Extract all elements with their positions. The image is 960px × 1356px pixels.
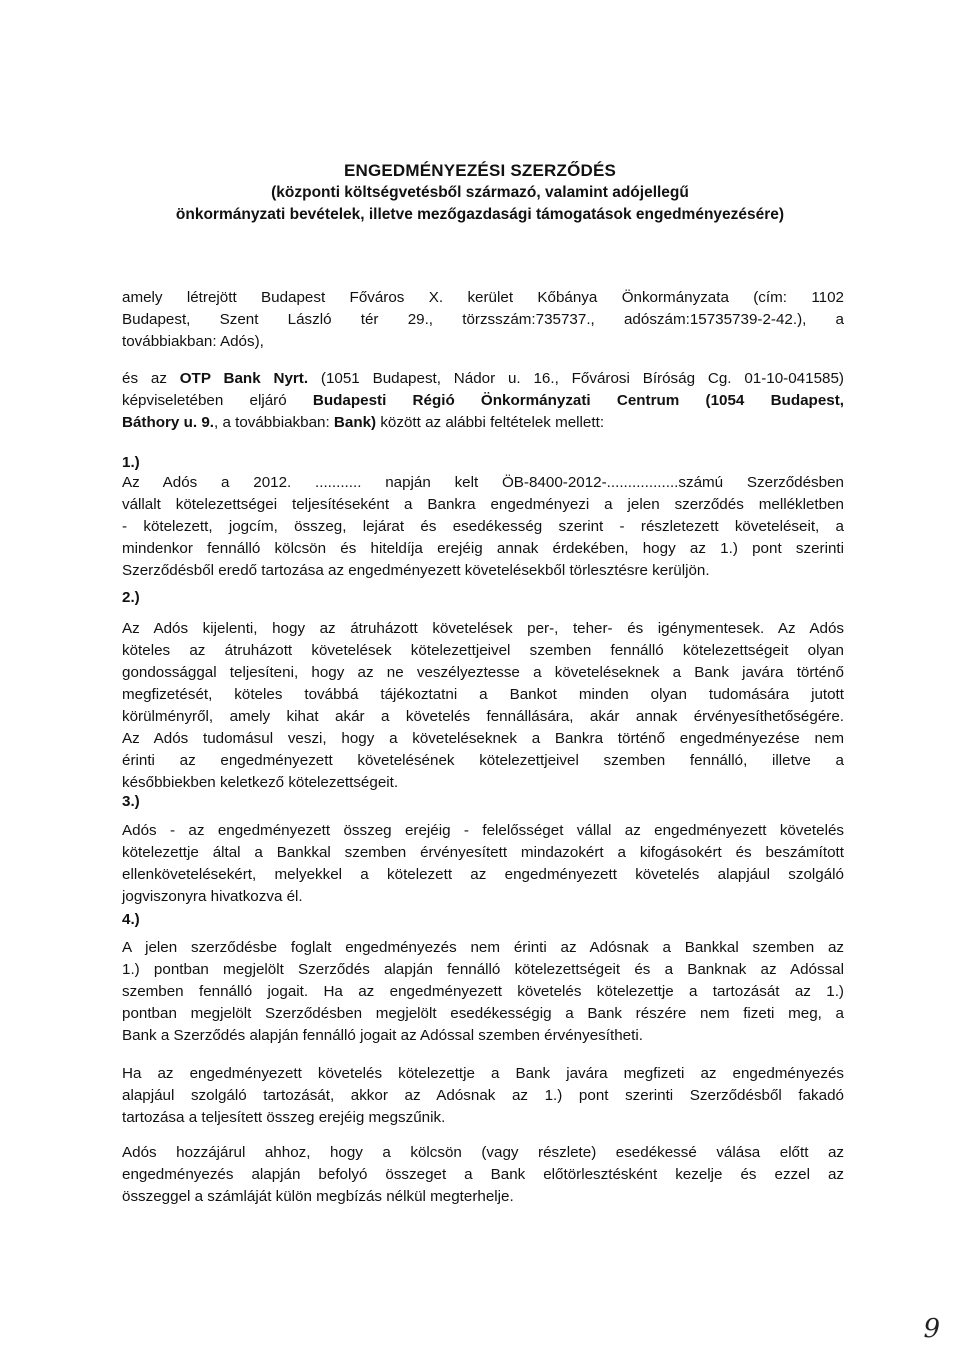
section-number: 4.): [122, 911, 140, 928]
bank-name: OTP Bank Nyrt.: [179, 370, 309, 387]
paragraph-line: tartozása a teljesített összeg erejéig megszűnik.: [122, 1109, 446, 1126]
section-line: pontban megjelölt Szerződésben megjelölt esedékességig a Bank részére nem fizeti meg, a: [122, 1005, 844, 1022]
paragraph-line: engedményezés alapján befolyó összeget a Bank előtörlesztésként kezelje és ezzel az: [122, 1166, 844, 1183]
closing-paragraph-1: [122, 1063, 844, 1129]
paragraph-line: alapjául szolgáló tartozását, akkor az Adósnak az 1.) pont szerinti Szerződésből fakadó: [122, 1087, 844, 1104]
section-line: köteles az átruházott követelések kötelezettjeivel szemben fennálló kötelezettségeit olyan: [122, 642, 844, 659]
section-line: vállalt kötelezettségei teljesítéseként a Bankra engedményezi a jelen szerződés mellékletben: [122, 496, 844, 513]
section-line: gondossággal teljesíteni, hogy az ne veszélyeztesse a követeléseknek a Bank javára történő: [122, 664, 844, 681]
paragraph-line: Ha az engedményezett követelés kötelezettje a Bank javára megfizeti az engedményezés: [122, 1065, 844, 1082]
section-line: szemben fennálló jogait. Ha az engedményezett követelés kötelezettje a tartozását az 1.): [122, 983, 844, 1000]
section-1-body: [122, 472, 844, 582]
section-line: Az Adós a 2012. ........... napján kelt ÖB-8400-2012-.................számú Szerződésben: [122, 474, 844, 491]
section-4-body: [122, 937, 844, 1047]
parties-text: , a továbbiakban:: [214, 414, 334, 431]
parties-line-1: [122, 368, 844, 390]
section-line: Az Adós tudomásul veszi, hogy a követeléseknek a Bankra történő engedményezése nem: [122, 730, 844, 747]
parties-paragraph: [122, 368, 844, 434]
section-line: érinti az engedményezett követelésének kötelezettjeivel szemben fennálló, illetve a: [122, 752, 844, 769]
regional-centre-address: Báthory u. 9.: [122, 414, 214, 431]
section-line: Szerződésből eredő tartozása az engedményezett követelésekből törlesztésre kerüljön.: [122, 562, 710, 579]
section-line: Az Adós kijelenti, hogy az átruházott követelések per-, teher- és igénymentesek. Az Adós: [122, 620, 844, 637]
regional-centre-name: Budapesti Régió Önkormányzati Centrum (1054 Budapest,: [312, 392, 844, 409]
paragraph-line: Adós hozzájárul ahhoz, hogy a kölcsön (vagy részlete) esedékessé válása előtt az: [122, 1144, 844, 1161]
intro-paragraph: [122, 287, 844, 353]
intro-line: amely létrejött Budapest Főváros X. kerület Kőbánya Önkormányzata (cím: 1102: [122, 289, 844, 306]
parties-text: között az alábbi feltételek mellett:: [376, 414, 605, 431]
section-line: későbbiekben keletkező kötelezettségeit.: [122, 774, 399, 791]
parties-text: képviseletében eljáró: [122, 392, 313, 409]
bank-address: (1051 Budapest, Nádor u. 16., Fővárosi Bíróság Cg. 01-10-041585): [308, 370, 844, 387]
document-subtitle-line-1: (központi költségvetésből származó, valamint adójellegű: [271, 184, 689, 201]
document-subtitle-line-2: önkormányzati bevételek, illetve mezőgazdasági támogatások engedményezésére): [175, 206, 785, 223]
document-title: ENGEDMÉNYEZÉSI SZERZŐDÉS: [343, 161, 617, 180]
section-line: mindenkor fennálló kölcsön és hiteldíja erejéig annak érdekében, hogy az 1.) pont szerinti: [122, 540, 844, 557]
section-line: 1.) pontban megjelölt Szerződés alapján fennálló kötelezettségeit és a Banknak az Adóssal: [122, 961, 844, 978]
section-2-body: [122, 618, 844, 794]
document-title-block: [0, 160, 960, 226]
parties-line-3: [122, 412, 844, 434]
parties-line-2: [122, 390, 844, 412]
section-line: megfizetését, köteles továbbá tájékoztatni a Bankot minden olyan tudomására jutott: [122, 686, 844, 703]
section-line: ellenkövetelésekért, melyekkel a kötelezett az engedményezett követelés alapjául szolgáló: [122, 866, 844, 883]
bank-label: Bank): [333, 414, 377, 431]
parties-text: és az: [122, 370, 180, 387]
paragraph-line: összeggel a számláját külön megbízás nélkül megterhelje.: [122, 1188, 514, 1205]
intro-line: Budapest, Szent László tér 29., törzsszám:735737., adószám:15735739-2-42.), a: [122, 311, 844, 328]
section-3-body: [122, 820, 844, 908]
closing-paragraph-2: [122, 1142, 844, 1208]
section-line: Adós - az engedményezett összeg erejéig - felelősséget vállal az engedményezett követelés: [122, 822, 844, 839]
intro-line: továbbiakban: Adós),: [122, 333, 264, 350]
section-number: 2.): [122, 589, 140, 606]
section-number: 3.): [122, 793, 140, 810]
section-line: jogviszonyra hivatkozva él.: [122, 888, 303, 905]
section-line: A jelen szerződésbe foglalt engedményezés nem érinti az Adósnak a Bankkal szemben az: [122, 939, 844, 956]
section-line: körülményről, amely kihat akár a követelés fennállására, akár annak érvényesíthetőségére.: [122, 708, 844, 725]
section-number: 1.): [122, 454, 140, 471]
section-line: kötelezettje által a Bankkal szemben érvényesített mindazokért a kifogásokért és beszámított: [122, 844, 844, 861]
page-number: 9: [923, 1314, 940, 1344]
section-line: Bank a Szerződés alapján fennálló jogait az Adóssal szemben érvényesítheti.: [122, 1027, 643, 1044]
section-line: - kötelezett, jogcím, összeg, lejárat és esedékesség szerint - részletezett követeléseit, a: [122, 518, 844, 535]
